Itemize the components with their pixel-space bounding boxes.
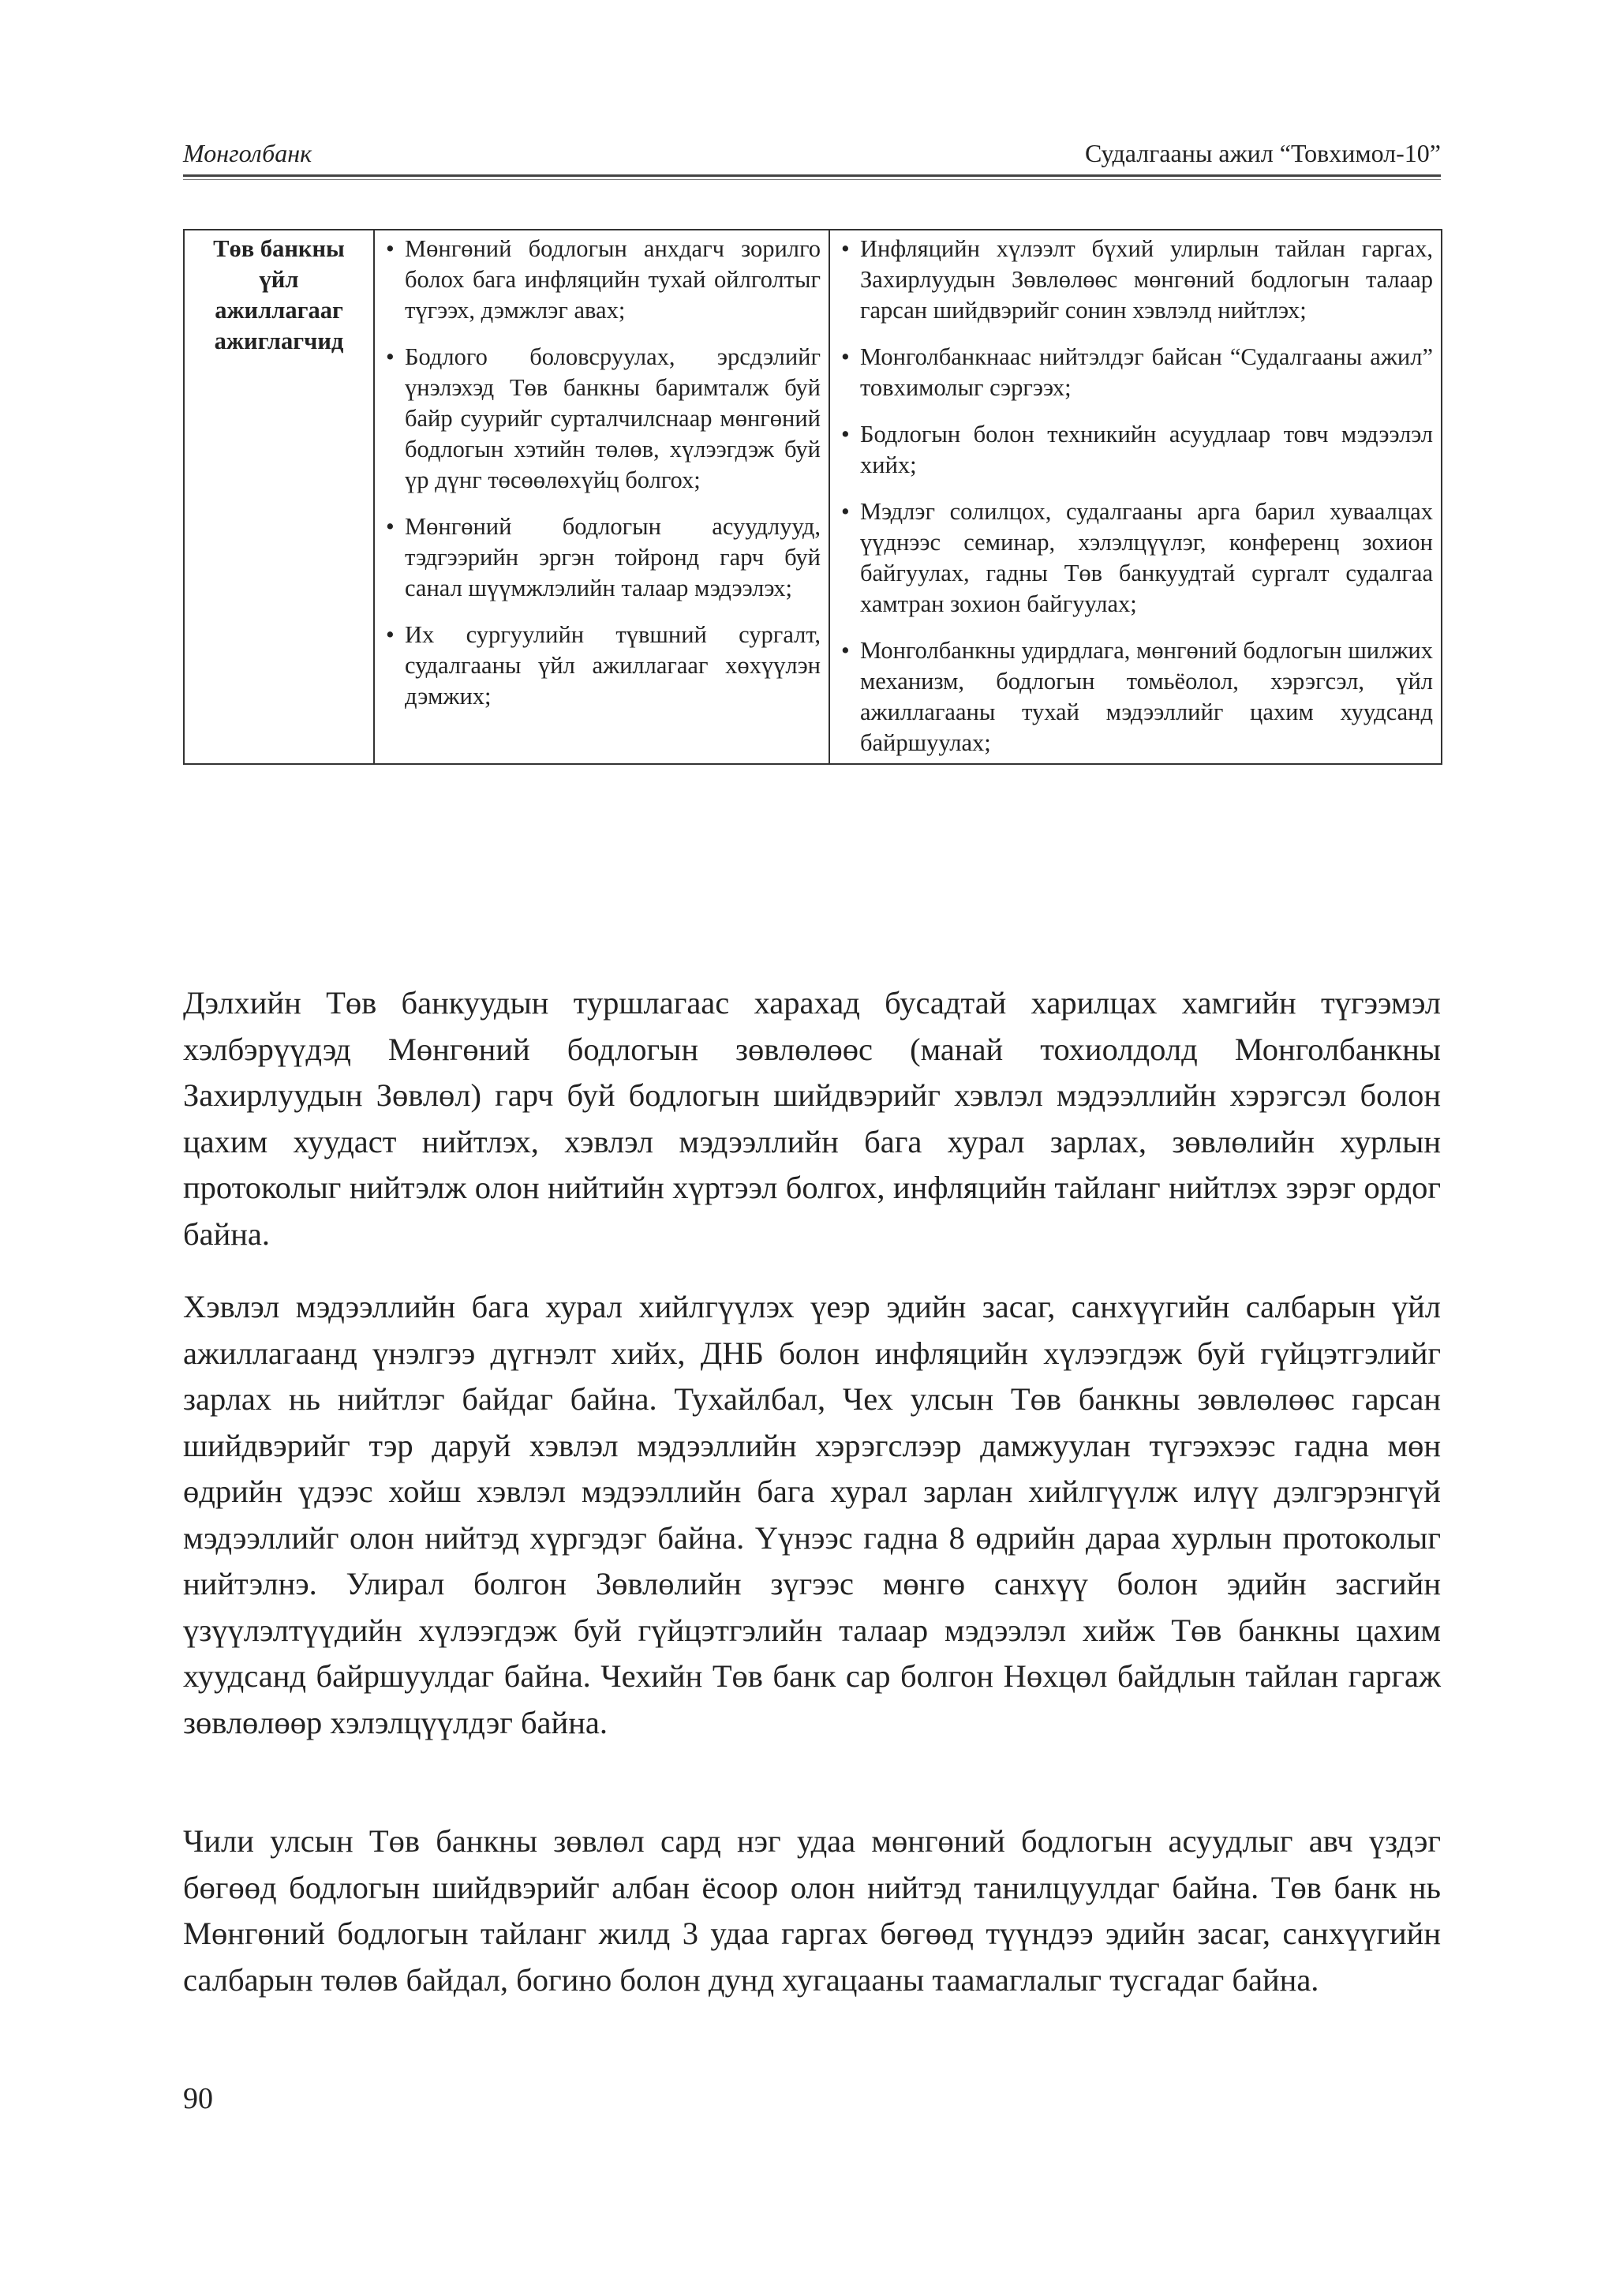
observers-table — [183, 229, 1442, 765]
table-row — [184, 230, 1442, 764]
body-paragraph: Хэвлэл мэдээллийн бага хурал хийлгүүлэх үеэр эдийн засаг, санхүүгийн салбарын үйл ажиллагаанд үнэлгээ дүгнэлт хийх, ДНБ болон инфляцийн хүлээгдэж буй гүйцэтгэлийг зарлах нь нийтлэг байдаг байна. Тухайлбал, Чех улсын Төв банкны зөвлөлөөс гарсан шийдвэрийг тэр даруй хэвлэл мэдээллийн хэрэгслээр дамжуулан түгээхээс гадна мөн өдрийн үдээс хойш хэвлэл мэдээллийн бага хурал зарлан хийлгүүлж илүү дэлгэрэнгүй мэдээллийг олон нийтэд хүргэдэг байна. Үүнээс гадна 8 өдрийн дараа хурлын протоколыг нийтэлнэ. Улирал болгон Зөвлөлийн зүгээс мөнгө санхүү болон эдийн засгийн үзүүлэлтүүдийн хүлээгдэж буй гүйцэтгэлийн талаар мэдээлэл хийж Төв банкны цахим хуудсанд байршуулдаг байна. Чехийн Төв банк сар болгон Нөхцөл байдлын тайлан гаргаж зөвлөлөөр хэлэлцүүлдэг байна. — [183, 1289, 1441, 1740]
body-paragraph: Дэлхийн Төв банкуудын туршлагаас харахад бусадтай харилцах хамгийн түгээмэл хэлбэрүүдэд Мөнгөний бодлогын зөвлөлөөс (манай тохиолдолд Монголбанкны Захирлуудын Зөвлөл) гарч буй бодлогын шийдвэрийг хэвлэл мэдээллийн хэрэгсэл болон цахим хуудаст нийтлэх, хэвлэл мэдээллийн бага хурал зарлах, зөвлөлийн хурлын протоколыг нийтэлж олон нийтийн хүртээл болгох, инфляцийн тайланг нийтлэх зэрэг ордог байна. — [183, 985, 1441, 1252]
list-item: • Мэдлэг солилцох, судалгааны арга барил хуваалцах үүднээс семинар, хэлэлцүүлэг, конференц зохион байгуулах, гадны Төв банкуудтай сургалт судалгаа хамтран зохион байгуулах; — [838, 496, 1433, 620]
list-item: • Бодлогын болон техникийн асуудлаар товч мэдээлэл хийх; — [838, 419, 1433, 481]
goals-cell — [374, 230, 829, 764]
row-label-cell — [184, 230, 374, 764]
page-number: 90 — [183, 2082, 213, 2115]
actions-list — [838, 234, 1433, 758]
list-item: • Мөнгөний бодлогын асуудлууд, тэдгээрийн эргэн тойронд гарч буй санал шүүмжлэлийн талаар мэдээлэх; — [383, 511, 821, 604]
goals-list — [383, 234, 821, 712]
actions-cell — [829, 230, 1442, 764]
row-label: Төв банкны үйл ажиллагааг ажиглагчид — [213, 235, 345, 354]
page-header — [183, 139, 1441, 174]
list-item: • Их сургуулийн түвшний сургалт, судалгааны үйл ажиллагааг хөхүүлэн дэмжих; — [383, 620, 821, 712]
list-item: • Мөнгөний бодлогын анхдагч зорилго болох бага инфляцийн тухай ойлголтыг түгээх, дэмжлэг авах; — [383, 234, 821, 326]
header-series-title: Судалгааны ажил “Товхимол-10” — [1084, 139, 1441, 167]
list-item: • Бодлого боловсруулах, эрсдэлийг үнэлэхэд Төв банкны баримталж буй байр суурийг сурталчилснаар мөнгөний бодлогын хэтийн төлөв, хүлээгдэж буй үр дүнг төсөөлөхүйц болгох; — [383, 342, 821, 496]
body-paragraph: Чили улсын Төв банкны зөвлөл сард нэг удаа мөнгөний бодлогын асуудлыг авч үздэг бөгөөд бодлогын шийдвэрийг албан ёсоор олон нийтэд танилцуулдаг байна. Төв банк нь Мөнгөний бодлогын тайланг жилд 3 удаа гаргах бөгөөд түүндээ эдийн засаг, санхүүгийн салбарын төлөв байдал, богино болон дунд хугацааны таамаглалыг тусгадаг байна. — [183, 1823, 1441, 1998]
list-item: • Монголбанкны удирдлага, мөнгөний бодлогын шилжих механизм, бодлогын томьёолол, хэрэгсэл, үйл ажиллагааны тухай мэдээллийг цахим хуудсанд байршуулах; — [838, 635, 1433, 758]
header-publisher: Монголбанк — [183, 139, 312, 167]
list-item: • Инфляцийн хүлээлт бүхий улирлын тайлан гаргах, Захирлуудын Зөвлөлөөс мөнгөний бодлогын талаар гарсан шийдвэрийг сонин хэвлэлд нийтлэх; — [838, 234, 1433, 326]
list-item: • Монголбанкнаас нийтэлдэг байсан “Судалгааны ажил” товхимолыг сэргээх; — [838, 342, 1433, 403]
header-rule — [183, 174, 1441, 180]
